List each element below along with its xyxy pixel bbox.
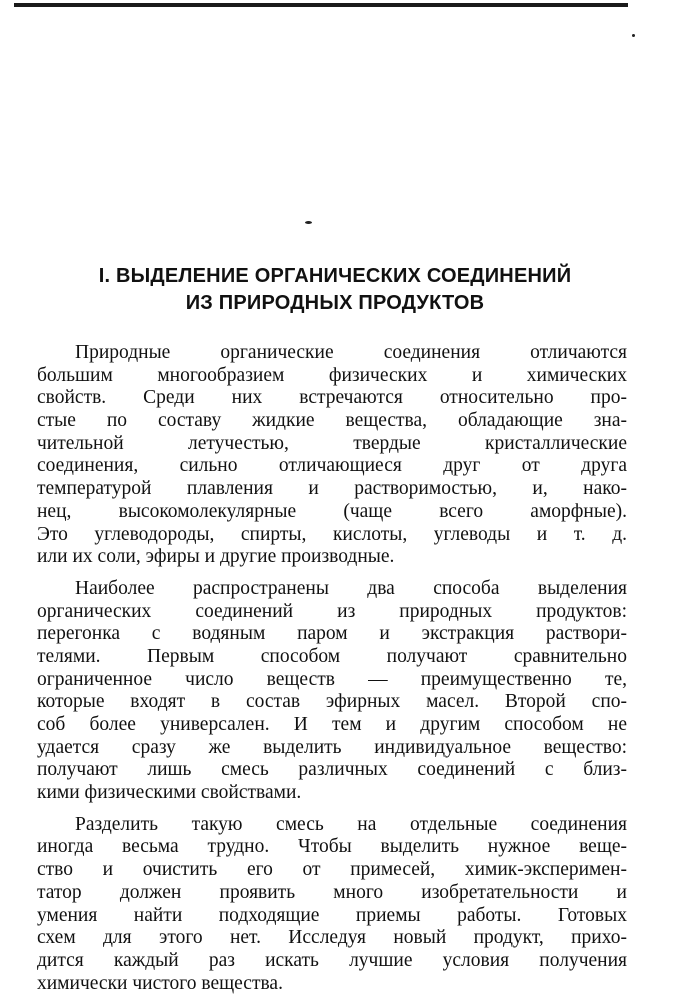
text-line: иногда весьма трудно. Чтобы выделить нужное веще- [37,836,627,858]
text-line: ство и очистить его от примесей, химик-эксперимен- [37,859,627,881]
text-line: схем для этого нет. Исследуя новый продукт, прихо- [37,927,627,949]
text-line: соб более универсален. И тем и другим способом не [37,714,627,735]
heading-line-1: I. ВЫДЕЛЕНИЕ ОРГАНИЧЕСКИХ СОЕДИНЕНИЙ [98,265,572,287]
text-line: температурой плавления и растворимостью, и, нако- [37,478,627,500]
text-line: нец, высокомолекулярные (чаще всего аморфные). [37,500,627,522]
text-line: большим многообразием физических и химических [37,364,627,386]
text-line: умения найти подходящие приемы работы. Готовых [37,904,627,926]
top-rule [14,3,628,7]
text-line: стые по составу жидкие вещества, обладающие зна- [37,410,627,432]
text-line: органических соединений из природных продуктов: [37,600,627,622]
text-line: ограниченное число веществ — преимущественно те, [37,668,627,690]
section-heading [40,263,630,317]
body-text [37,342,627,1004]
text-line: перегонка с водяным паром и экстракция раствори- [37,623,627,645]
text-line: Это углеводороды, спирты, кислоты, углеводы и т. д. [37,523,627,545]
text-line: Наиболее распространены два способа выделения [75,577,627,599]
print-speck [632,34,635,37]
text-line: дится каждый раз искать лучшие условия получения [37,949,627,971]
heading-line-2: ИЗ ПРИРОДНЫХ ПРОДУКТОВ [185,292,485,314]
text-line: Природные органические соединения отличаются [75,342,627,363]
paragraph-3 [37,814,627,996]
text-line: соединения, сильно отличающиеся друг от друга [37,455,627,477]
paragraph-1 [37,342,627,569]
text-line: татор должен проявить много изобретательности и [37,881,627,903]
text-line: получают лишь смесь различных соединений с близ- [37,759,627,781]
paragraph-2 [37,578,627,805]
text-line: телями. Первым способом получают сравнительно [37,645,627,667]
text-line: или их соли, эфиры и другие производные. [37,546,395,568]
text-line: химически чистого вещества. [37,972,283,994]
print-speck [305,221,312,224]
text-line: чительной летучестью, твердые кристаллические [37,432,627,454]
text-line: кими физическими свойствами. [37,782,302,804]
text-line: удается сразу же выделить индивидуальное вещество: [37,736,627,758]
text-line: которые входят в состав эфирных масел. Второй спо- [37,691,627,713]
text-line: Разделить такую смесь на отдельные соединения [75,813,627,835]
text-line: свойств. Среди них встречаются относительно про- [37,387,627,409]
